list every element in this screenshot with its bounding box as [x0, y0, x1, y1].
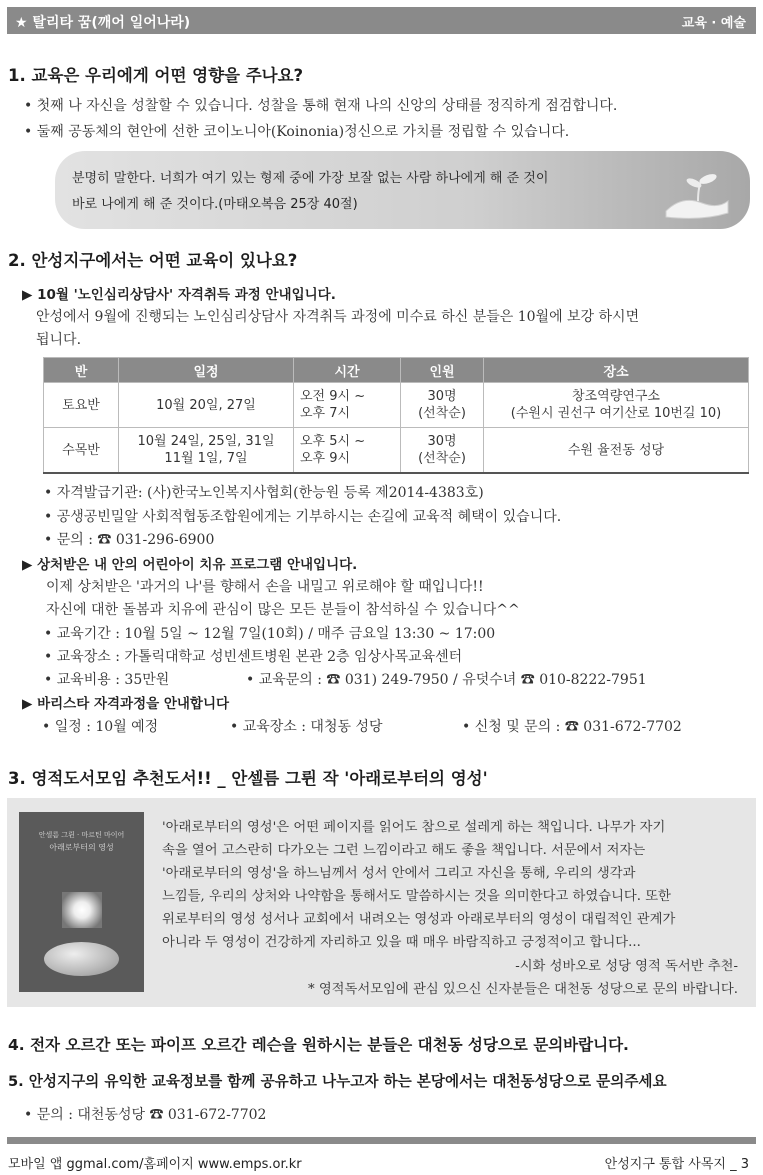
quote-line-2: 바로 나에게 해 준 것이다.(마태오복음 25장 40절) [72, 197, 358, 212]
program-fee: • 교육비용 : 35만원 [44, 672, 170, 688]
cell-place: 수원 율전동 성당 [484, 428, 749, 474]
book-cover-title: 아래로부터의 영성 [49, 843, 114, 852]
cell-time: 오전 9시 ~ 오후 7시 [294, 383, 401, 428]
note-contact: • 문의 : ☎ 031-296-6900 [44, 532, 215, 548]
cover-light [62, 892, 102, 928]
barista-inquiry: • 신청 및 문의 : ☎ 031-672-7702 [462, 719, 682, 735]
hands-sprout-icon [662, 161, 732, 219]
program-desc-1: 이제 상처받은 '과거의 나'를 향해서 손을 내밀고 위로해야 할 때입니다!! [46, 579, 484, 595]
book-cover-authors: 안셀름 그륀 · 마르틴 마이어 [38, 831, 125, 839]
review-note: * 영적독서모임에 관심 있으신 신자분들은 대천동 성당으로 문의 바랍니다. [307, 982, 738, 997]
book-cover-image [19, 812, 144, 992]
barista-location: • 교육장소 : 대청동 성당 [230, 719, 383, 735]
review-signature: -시화 성바오로 성당 영적 독서반 추천- [515, 959, 738, 974]
cell-date: 10월 24일, 25일, 31일 11월 1일, 7일 [119, 428, 294, 474]
cell-class: 토요반 [44, 383, 119, 428]
col-place: 장소 [484, 358, 749, 383]
section-header-bar [7, 7, 756, 34]
program-period: • 교육기간 : 10월 5일 ~ 12월 7일(10회) / 매주 금요일 13:30 ~ 17:00 [44, 626, 496, 642]
section-title: ★ 탈리타 꿈(깨어 일어나라) [15, 15, 191, 31]
review-line: '아래로부터의 영성'을 하느님께서 성서 안에서 그리고 자신을 통해, 우리의 생각과 [162, 866, 636, 881]
table-header-row [44, 358, 749, 383]
scripture-quote-box [55, 151, 750, 229]
program-desc-2: 자신에 대한 돌봄과 치유에 관심이 많은 모든 분들이 참석하실 수 있습니다^^ [46, 602, 520, 618]
table-row [44, 383, 749, 428]
sub-barista-course: ▶ 바리스타 자격과정을 안내합니다 [22, 696, 230, 712]
book-review-box [7, 798, 756, 1007]
heading-share-info: 5. 안성지구의 유익한 교육정보를 함께 공유하고 나누고자 하는 본당에서는 대천동성당으로 문의주세요 [8, 1073, 667, 1090]
note-benefit: • 공생공빈밀알 사회적협동조합원에게는 기부하시는 손길에 교육적 혜택이 있습니다. [44, 509, 562, 525]
review-line: 아니라 두 영성이 건강하게 자리하고 있을 때 매우 바람직하고 긍정적이고 합니다... [162, 935, 641, 950]
cell-time: 오후 5시 ~ 오후 9시 [294, 428, 401, 474]
cell-capacity: 30명 (선착순) [401, 383, 484, 428]
counselor-desc-line-2: 됩니다. [36, 332, 82, 348]
cell-place: 창조역량연구소 (수원시 권선구 여기산로 10번길 10) [484, 383, 749, 428]
cell-class: 수목반 [44, 428, 119, 474]
review-line: 위로부터의 영성 성서나 교회에서 내려오는 영성과 아래로부터의 영성이 대립적인 관계가 [162, 912, 676, 927]
review-line: '아래로부터의 영성'은 어떤 페이지를 읽어도 참으로 설레게 하는 책입니다. 나무가 자기 [162, 820, 666, 835]
program-inquiry: • 교육문의 : ☎ 031) 249-7950 / 유덧수녀 ☎ 010-8222-7951 [246, 672, 647, 688]
table-row [44, 428, 749, 474]
contact-daecheon: • 문의 : 대천동성당 ☎ 031-672-7702 [24, 1107, 267, 1123]
cover-stone [44, 942, 119, 976]
col-date: 일정 [119, 358, 294, 383]
barista-schedule: • 일정 : 10월 예정 [42, 719, 159, 735]
col-class: 반 [44, 358, 119, 383]
footer-page-number: 안성지구 통합 사목지 _ 3 [604, 1157, 749, 1172]
schedule-table [43, 357, 749, 474]
cell-date: 10월 20일, 27일 [119, 383, 294, 428]
heading-anseong-education: 2. 안성지구에서는 어떤 교육이 있나요? [8, 251, 298, 270]
heading-book-recommendation: 3. 영적도서모임 추천도서!! _ 안셀름 그륀 작 '아래로부터의 영성' [8, 769, 488, 788]
review-line: 느낌들, 우리의 상처와 나약함을 통해서도 말씀하시는 것을 의미한다고 하였습니다. 또한 [162, 889, 671, 904]
col-capacity: 인원 [401, 358, 484, 383]
cell-capacity: 30명 (선착순) [401, 428, 484, 474]
sub-counselor-course: ▶ 10월 '노인심리상담사' 자격취득 과정 안내입니다. [22, 287, 336, 303]
footer-rule [7, 1137, 756, 1144]
bullet-reflection: • 첫째 나 자신을 성찰할 수 있습니다. 성찰을 통해 현재 나의 신앙의 상태를 정직하게 점검합니다. [24, 98, 618, 114]
heading-education-effect: 1. 교육은 우리에게 어떤 영향을 주나요? [8, 66, 304, 85]
section-category: 교육 · 예술 [681, 16, 746, 31]
review-line: 속을 열어 고스란히 다가오는 그런 느낌이라고 해도 좋을 책입니다. 서문에서 저자는 [162, 843, 646, 858]
note-issuer: • 자격발급기관: (사)한국노인복지사협회(한능원 등록 제2014-4383호) [44, 485, 484, 501]
col-time: 시간 [294, 358, 401, 383]
footer-website: 모바일 앱 ggmal.com/홈페이지 www.emps.or.kr [8, 1157, 302, 1172]
quote-line-1: 분명히 말한다. 너희가 여기 있는 형제 중에 가장 보잘 없는 사람 하나에게 해 준 것이 [72, 171, 549, 186]
sub-inner-child-program: ▶ 상처받은 내 안의 어린아이 치유 프로그램 안내입니다. [22, 557, 358, 573]
bullet-koinonia: • 둘째 공동체의 현안에 선한 코이노니아(Koinonia)정신으로 가치를 정립할 수 있습니다. [24, 124, 570, 140]
counselor-desc-line-1: 안성에서 9월에 진행되는 노인심리상담사 자격취득 과정에 미수료 하신 분들은 10월에 보강 하시면 [36, 309, 640, 325]
heading-organ-lessons: 4. 전자 오르간 또는 파이프 오르간 레슨을 원하시는 분들은 대천동 성당으로 문의바랍니다. [8, 1036, 629, 1054]
program-location: • 교육장소 : 가톨릭대학교 성빈센트병원 본관 2층 임상사목교육센터 [44, 649, 463, 665]
